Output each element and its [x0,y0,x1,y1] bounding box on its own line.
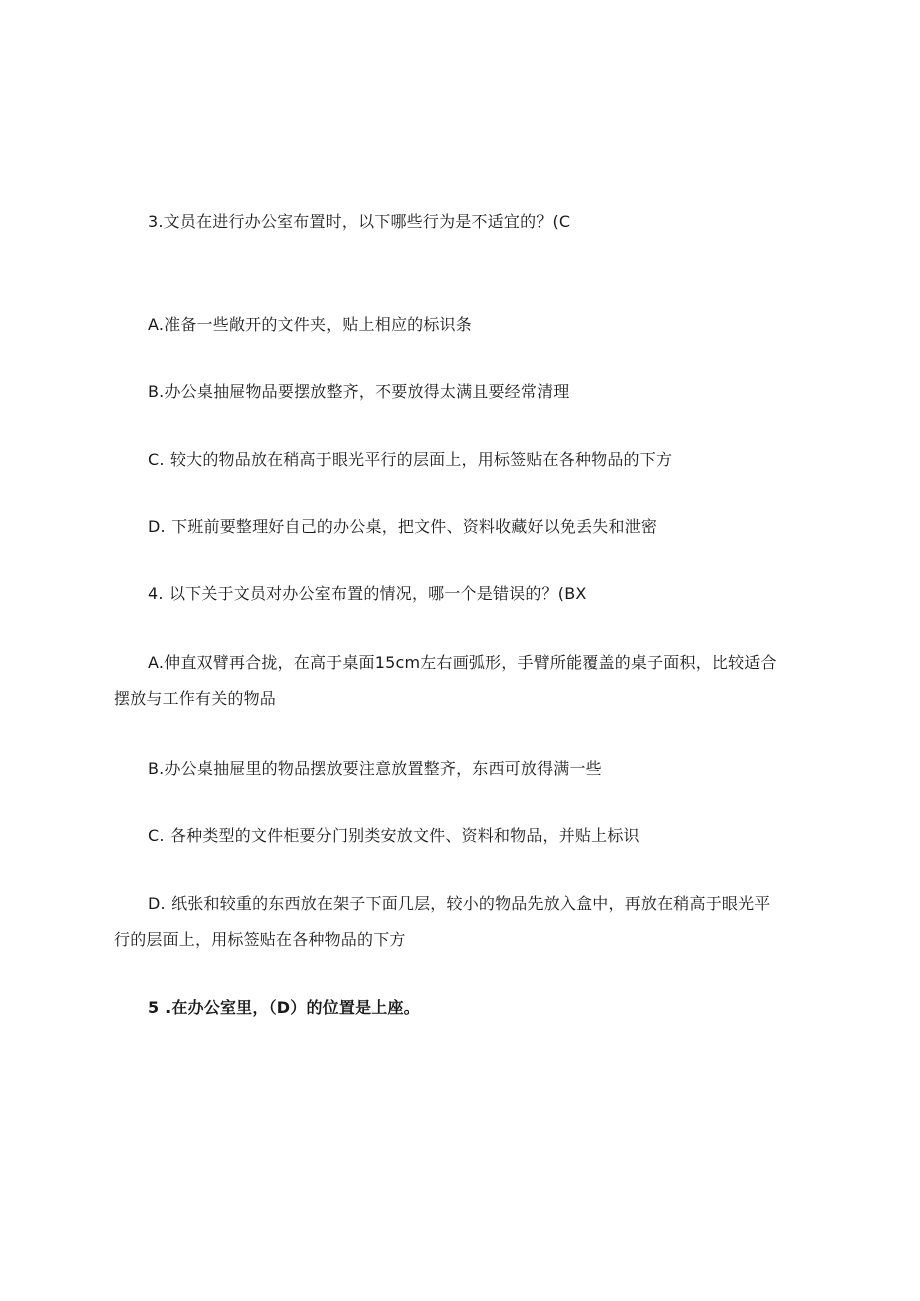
question-3-option-c: C. 较大的物品放在稍高于眼光平行的层面上，用标签贴在各种物品的下方 [148,450,673,469]
question-4-option-a [114,645,804,717]
question-4-stem: 4. 以下关于文员对办公室布置的情况，哪一个是错误的？(BX [148,584,587,603]
question-4-option-b: B.办公桌抽屉里的物品摆放要注意放置整齐，东西可放得满一些 [148,759,602,778]
question-4-option-a-line2: 摆放与工作有关的物品 [114,689,277,708]
question-4-option-a-line1: A.伸直双臂再合拢，在高于桌面15cm左右画弧形，手臂所能覆盖的桌子面积，比较适合 [148,653,777,672]
question-4-option-d-line2: 行的层面上，用标签贴在各种物品的下方 [114,930,406,949]
question-4-option-c: C. 各种类型的文件柜要分门别类安放文件、资料和物品，并贴上标识 [148,826,640,845]
question-5-stem: 5 .在办公室里，（D）的位置是上座。 [148,998,420,1017]
question-4-option-d [114,886,804,958]
question-3-option-d: D. 下班前要整理好自己的办公桌，把文件、资料收藏好以免丢失和泄密 [148,517,658,536]
question-3-option-b: B.办公桌抽屉物品要摆放整齐，不要放得太满且要经常清理 [148,382,570,401]
question-3-option-a: A.准备一些敞开的文件夹，贴上相应的标识条 [148,315,472,334]
question-3-stem: 3.文员在进行办公室布置时，以下哪些行为是不适宜的？(C [148,212,571,231]
question-4-option-d-line1: D. 纸张和较重的东西放在架子下面几层，较小的物品先放入盒中，再放在稍高于眼光平 [148,894,771,913]
